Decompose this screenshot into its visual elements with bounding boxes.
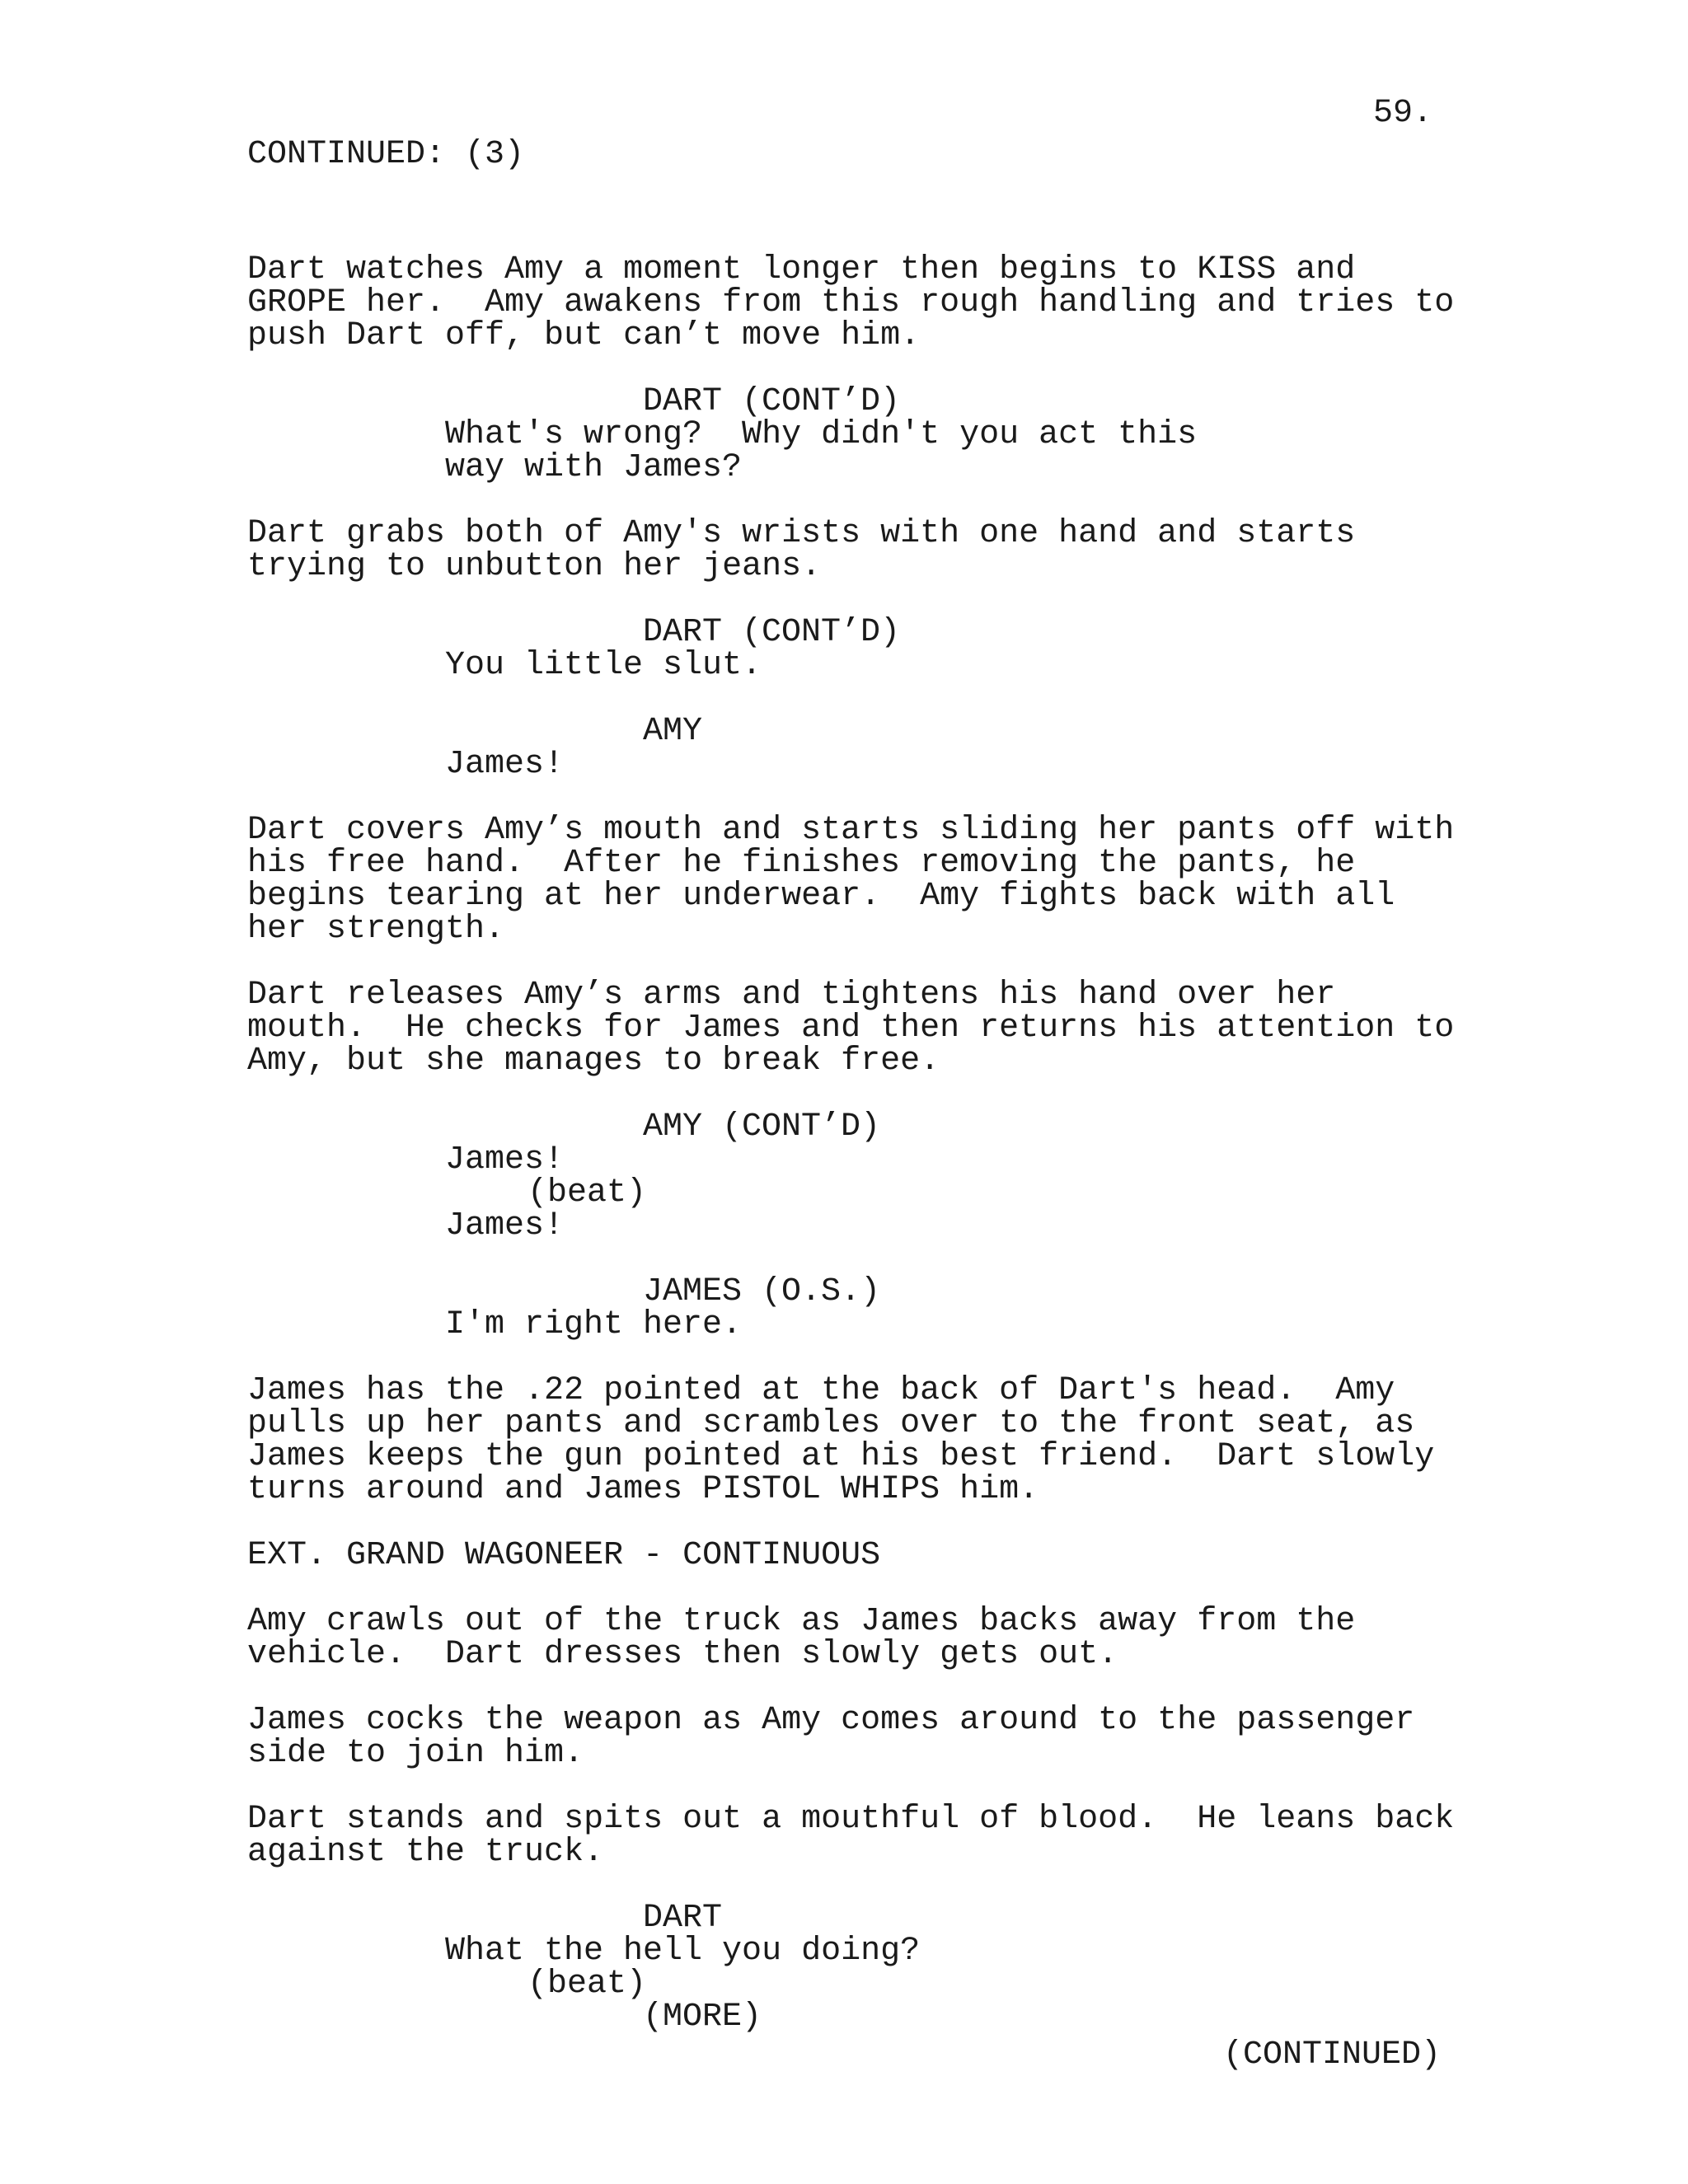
- action-line: Dart covers Amy’s mouth and starts sliding her pants off with: [247, 812, 1455, 849]
- dialogue-line: I'm right here.: [445, 1306, 743, 1343]
- action-line: begins tearing at her underwear. Amy fights back with all: [247, 878, 1395, 915]
- dialogue-line: What the hell you doing?: [445, 1933, 921, 1970]
- character-name: DART (CONT’D): [643, 614, 901, 651]
- character-name: DART (CONT’D): [643, 383, 901, 420]
- more-marker: (MORE): [643, 1999, 762, 2036]
- dialogue-line: You little slut.: [445, 647, 762, 684]
- parenthetical: (beat): [528, 1174, 647, 1212]
- dialogue-line: James!: [445, 1141, 565, 1179]
- action-line: vehicle. Dart dresses then slowly gets out.: [247, 1636, 1118, 1673]
- continued-header: CONTINUED: (3): [247, 136, 525, 173]
- character-name: JAMES (O.S.): [643, 1273, 881, 1310]
- page-number: 59.: [1373, 95, 1433, 132]
- action-line: GROPE her. Amy awakens from this rough handling and tries to: [247, 284, 1455, 321]
- action-line: side to join him.: [247, 1735, 584, 1772]
- action-line: Dart watches Amy a moment longer then begins to KISS and: [247, 251, 1356, 288]
- action-line: Dart grabs both of Amy's wrists with one hand and starts: [247, 515, 1356, 552]
- action-line: push Dart off, but can’t move him.: [247, 317, 921, 354]
- action-line: Dart releases Amy’s arms and tightens his hand over her: [247, 977, 1336, 1014]
- character-name: AMY (CONT’D): [643, 1108, 881, 1146]
- scene-heading: EXT. GRAND WAGONEER - CONTINUOUS: [247, 1537, 881, 1574]
- continued-footer: (CONTINUED): [1223, 2036, 1442, 2074]
- action-line: Amy crawls out of the truck as James backs away from the: [247, 1603, 1356, 1640]
- action-line: against the truck.: [247, 1834, 604, 1871]
- action-line: Amy, but she manages to break free.: [247, 1043, 940, 1080]
- action-line: pulls up her pants and scrambles over to the front seat, as: [247, 1405, 1415, 1442]
- action-line: mouth. He checks for James and then returns his attention to: [247, 1010, 1455, 1047]
- character-name: DART: [643, 1900, 723, 1937]
- character-name: AMY: [643, 713, 703, 750]
- action-line: Dart stands and spits out a mouthful of blood. He leans back: [247, 1801, 1455, 1838]
- parenthetical: (beat): [528, 1966, 647, 2003]
- action-line: turns around and James PISTOL WHIPS him.: [247, 1471, 1039, 1508]
- dialogue-line: What's wrong? Why didn't you act this: [445, 416, 1198, 453]
- dialogue-line: James!: [445, 746, 565, 783]
- action-line: James cocks the weapon as Amy comes around to the passenger: [247, 1702, 1415, 1739]
- action-line: James has the .22 pointed at the back of Dart's head. Amy: [247, 1372, 1395, 1409]
- dialogue-line: James!: [445, 1207, 565, 1244]
- dialogue-line: way with James?: [445, 449, 743, 486]
- action-line: her strength.: [247, 911, 505, 948]
- action-line: James keeps the gun pointed at his best friend. Dart slowly: [247, 1438, 1435, 1475]
- action-line: his free hand. After he finishes removing the pants, he: [247, 845, 1356, 882]
- action-line: trying to unbutton her jeans.: [247, 548, 822, 585]
